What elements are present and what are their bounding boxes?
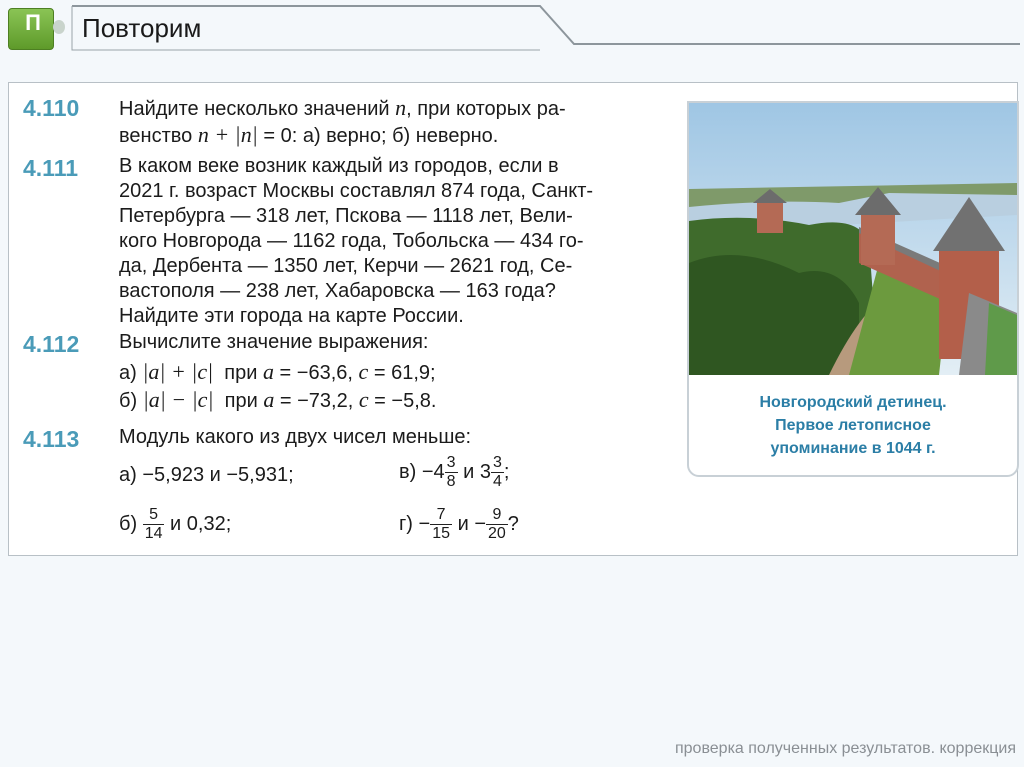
item-label: а) (119, 362, 137, 384)
slide-header (0, 0, 1024, 60)
exercise-line: да, Дербента — 1350 лет, Керчи — 2621 год, Се- (119, 255, 573, 277)
novgorod-kremlin-photo (689, 103, 1017, 375)
math-value: − (474, 512, 486, 535)
exercise-line: Петербурга — 318 лет, Пскова — 1118 лет, Вели- (119, 205, 573, 227)
math-variable: c (358, 359, 369, 384)
exercise-item-b (119, 387, 436, 413)
item-label: в) (399, 460, 417, 483)
fraction-denominator: 20 (488, 525, 506, 542)
exercise-number: 4.110 (23, 95, 80, 121)
math-value: = −63,6, (279, 362, 353, 384)
math-value: − (418, 512, 431, 535)
fraction-numerator: 5 (143, 506, 165, 525)
math-value: 3 (479, 460, 491, 483)
math-variable: c (358, 387, 369, 412)
kremlin-photo-card (687, 101, 1019, 477)
text-fragment: ? (507, 512, 519, 535)
math-variable: n (395, 95, 407, 120)
math-value: = −73,2, (279, 390, 354, 412)
exercise-line (119, 122, 498, 148)
math-expression: n + |n| (197, 122, 258, 147)
fraction-numerator: 3 (493, 454, 502, 471)
exercise-item-b (119, 506, 231, 543)
math-expression: |a| − |c| (142, 387, 214, 412)
fraction (430, 506, 452, 543)
text-fragment: при (224, 390, 258, 412)
exercise-line: Найдите эти города на карте России. (119, 305, 464, 327)
text-fragment: и 0,32; (170, 512, 232, 535)
text-fragment: венство (119, 125, 193, 147)
text-fragment: Найдите несколько значений (119, 98, 390, 120)
exercise-line: 2021 г. возраст Москвы составлял 874 года, Санкт- (119, 180, 594, 202)
text-fragment: −5,923 и −5,931; (142, 464, 294, 486)
photo-caption (689, 391, 1017, 460)
item-label: а) (119, 464, 137, 486)
exercise-number: 4.112 (23, 331, 80, 357)
fraction-denominator: 15 (432, 525, 451, 542)
caption-line: упоминание в 1044 г. (770, 440, 936, 457)
item-label: г) (399, 512, 413, 535)
exercise-line: вастополя — 238 лет, Хабаровска — 163 года? (119, 280, 556, 302)
math-value: −4 (421, 460, 445, 483)
exercise-item-a (119, 359, 436, 385)
exercise-item-v (399, 454, 509, 491)
math-expression: |a| + |c| (142, 359, 214, 384)
fraction-denominator: 4 (493, 473, 502, 490)
fraction (486, 506, 508, 543)
page-title: Повторим (82, 13, 202, 43)
math-value: = −5,8. (374, 390, 437, 412)
exercise-line (119, 95, 566, 121)
fraction-denominator: 8 (446, 473, 456, 490)
text-fragment: при (224, 362, 258, 384)
exercise-number: 4.113 (23, 426, 80, 452)
exercise-item-a (119, 464, 294, 487)
exercise-number: 4.111 (23, 155, 79, 181)
caption-line: Новгородский детинец. (759, 394, 947, 411)
textbook-panel (8, 82, 1018, 556)
footer-note: проверка полученных результатов. коррекция (674, 740, 1016, 757)
exercise-item-g (399, 506, 519, 543)
fraction-denominator: 14 (144, 525, 163, 542)
text-fragment: , при которых ра- (406, 98, 566, 120)
exercise-line: кого Новгорода — 1162 года, Тобольска — 434 го- (119, 230, 584, 252)
exercise-intro: Вычислите значение выражения: (119, 331, 429, 353)
fraction (491, 454, 504, 491)
exercise-intro: Модуль какого из двух чисел меньше: (119, 426, 472, 448)
fraction (445, 454, 458, 491)
text-fragment: и (463, 460, 475, 483)
item-label: б) (119, 512, 138, 535)
exercise-line: В каком веке возник каждый из городов, если в (119, 155, 559, 177)
badge-letter: П (25, 10, 41, 35)
fraction-numerator: 9 (486, 506, 508, 525)
fraction-numerator: 7 (430, 506, 452, 525)
text-fragment: = 0: а) верно; б) неверно. (263, 125, 499, 147)
text-fragment: и (457, 512, 469, 535)
fraction-numerator: 3 (446, 454, 456, 471)
math-value: = 61,9; (373, 362, 436, 384)
fraction (143, 506, 165, 543)
item-label: б) (119, 390, 138, 412)
text-fragment: ; (503, 460, 510, 483)
caption-line: Первое летописное (775, 417, 931, 434)
math-variable: a (262, 359, 274, 384)
math-variable: a (263, 387, 275, 412)
